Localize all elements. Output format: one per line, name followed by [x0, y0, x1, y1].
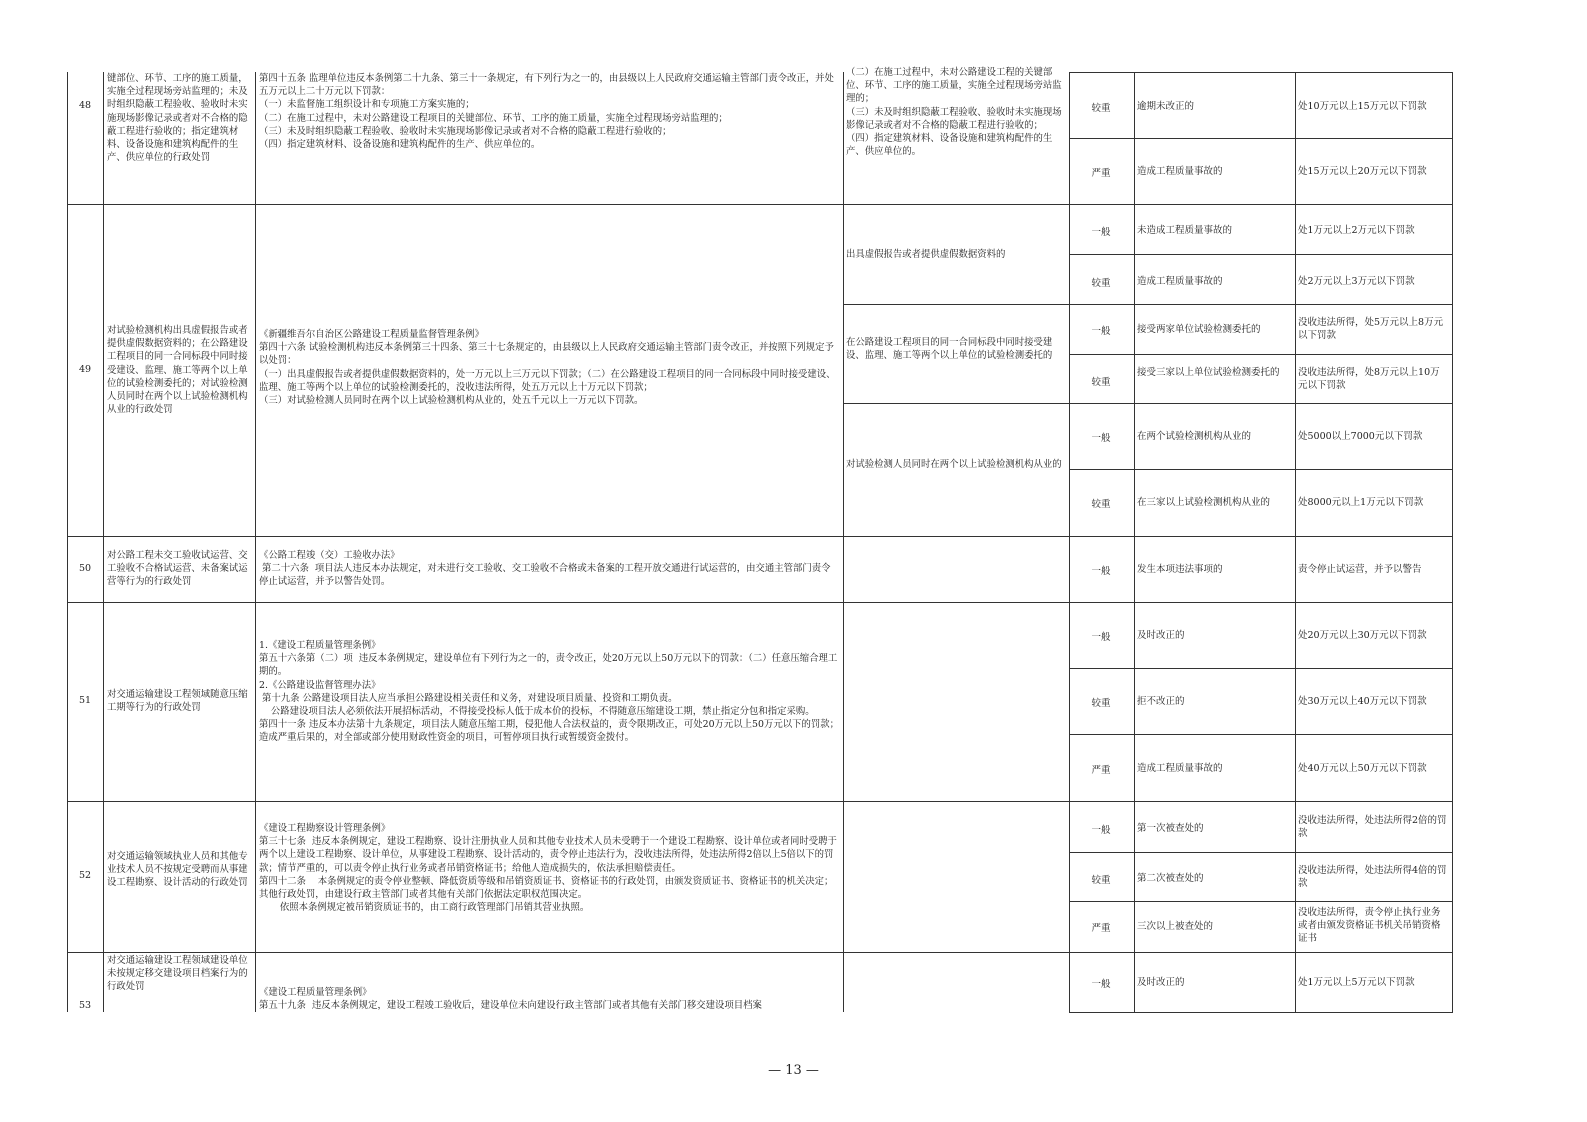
penalty-item: 对交通运输领域执业人员和其他专业技术人员不按规定受聘而从事建设工程勘察、设计活动的行政处罚: [107, 851, 248, 889]
discretion-level: 较重: [1091, 875, 1111, 886]
violation-behavior: 在公路建设工程项目的同一合同标段中同时接受建设、监理、施工等两个以上单位的试验检测委托的: [846, 337, 1053, 362]
col-divider: [1295, 72, 1296, 1012]
violation-condition: 在两个试验检测机构从业的: [1137, 431, 1252, 442]
penalty-standard: 处1万元以上2万元以下罚款: [1298, 225, 1415, 236]
discretion-level: 较重: [1091, 499, 1111, 510]
row-divider: [67, 602, 1453, 603]
discretion-level: 严重: [1091, 923, 1111, 934]
row-number: 51: [78, 695, 92, 706]
penalty-item: 对试验检测机构出具虚假报告或者提供虚假数据资料的；在公路建设工程项目的同一合同标段中同时接受建设、监理、施工等两个以上单位的试验检测委托的；对试验检测人员同时在两个以上试验检测机构从业的行政处罚: [107, 325, 248, 416]
col-divider: [1134, 72, 1135, 1012]
penalty-standard: 没收违法所得，处5万元以上8万元以下罚款: [1298, 317, 1444, 341]
discretion-level: 严重: [1091, 168, 1111, 179]
violation-condition: 接受三家以上单位试验检测委托的: [1137, 367, 1280, 378]
legal-basis: 《建设工程质量管理条例》 第五十九条 违反本条例规定，建设工程竣工验收后，建设单位未向建设行政主管部门或者其他有关部门移交建设项目档案: [259, 987, 762, 1012]
violation-behavior: （二）在施工过程中，未对公路建设工程的关键部位、环节、工序的施工质量，实施全过程现场旁站监理的； （三）未及时组织隐蔽工程验收、验收时未实施现场影像记录或者对不合格的隐蔽工程进行验收的； （四）指定建筑材料、设备设施和建筑构配件的生产、供应单位的。: [846, 67, 1062, 158]
penalty-standard: 处15万元以上20万元以下罚款: [1298, 166, 1427, 177]
discretion-level: 一般: [1091, 566, 1111, 577]
discretion-level: 较重: [1091, 103, 1111, 114]
discretion-level: 严重: [1091, 765, 1111, 776]
violation-condition: 拒不改正的: [1137, 696, 1185, 707]
legal-basis: 《公路工程竣（交）工验收办法》 第二十六条 项目法人违反本办法规定，对未进行交工验收、交工验收不合格或未备案的工程开放交通进行试运营的，由交通主管部门责令停止试运营，并予以警告处罚。: [259, 550, 831, 588]
penalty-standard: 没收违法所得，处违法所得4倍的罚款: [1298, 865, 1447, 889]
violation-condition: 接受两家单位试验检测委托的: [1137, 324, 1261, 335]
violation-behavior: 出具虚假报告或者提供虚假数据资料的: [846, 249, 1006, 260]
penalty-standard: 处2万元以上3万元以下罚款: [1298, 276, 1415, 287]
penalty-standard: 处20万元以上30万元以下罚款: [1298, 630, 1427, 641]
penalty-standard: 没收违法所得，处8万元以上10万元以下罚款: [1298, 367, 1440, 391]
row-divider: [1069, 734, 1453, 735]
col-divider: [843, 72, 844, 1012]
violation-condition: 在三家以上试验检测机构从业的: [1137, 497, 1271, 508]
penalty-table: [67, 67, 1473, 1012]
penalty-item: 对公路工程未交工验收试运营、交工验收不合格试运营、未备案试运营等行为的行政处罚: [107, 550, 248, 588]
row-divider: [1069, 901, 1453, 902]
col-divider: [103, 72, 104, 1012]
legal-basis: 1.《建设工程质量管理条例》 第五十六条第（二）项 违反本条例规定，建设单位有下列行为之一的，责令改正，处20万元以上50万元以下的罚款：（二）任意压缩合理工期的。 2.《公路建设监督管理办法》 第十九条 公路建设项目法人应当承担公路建设相关责任和义务，对建设项目质量、投资和工期负责。 公路建设项目法人必须依法开展招标活动，不得接受投标人低于成本价的投标，不得随意压缩建设工期，禁止指定分包和指定采购。 第四十一条 违反本办法第十九条规定，项目法人随意压缩工期，侵犯他人合法权益的，责令限期改正，可处20万元以上50万元以下的罚款；造成严重后果的，对全部或部分使用财政性资金的项目，可暂停项目执行或暂缓资金拨付。: [259, 640, 839, 744]
row-number: 49: [78, 364, 92, 375]
row-divider: [67, 801, 1453, 802]
violation-condition: 及时改正的: [1137, 977, 1185, 988]
legal-basis: 《建设工程勘察设计管理条例》 第三十七条 违反本条例规定，建设工程勘察、设计注册执业人员和其他专业技术人员未受聘于一个建设工程勘察、设计单位或者同时受聘于两个以上建设工程勘察、设计单位，从事建设工程勘察、设计活动的，责令停止违法行为，没收违法所得，处违法所得2倍以上5倍以下的罚款；情节严重的，可以责令停止执行业务或者吊销资格证书；给他人造成损失的，依法承担赔偿责任。 第四十二条 本条例规定的责令停业整顿、降低资质等级和吊销资质证书、资格证书的行政处罚，由颁发资质证书、资格证书的机关决定；其他行政处罚，由建设行政主管部门或者其他有关部门依据法定职权范围决定。 依照本条例规定被吊销资质证书的，由工商行政管理部门吊销其营业执照。: [259, 823, 837, 914]
legal-basis: 第四十五条 监理单位违反本条例第二十九条、第三十一条规定，有下列行为之一的，由县级以上人民政府交通运输主管部门责令改正，并处五万元以上二十万元以下罚款： （一）未监督施工组织设计和专项施工方案实施的； （二）在施工过程中，未对公路建设工程项目的关键部位、环节、工序的施工质量，实施全过程现场旁站监理的； （三）未及时组织隐蔽工程验收、验收时未实施现场影像记录或者对不合格的隐蔽工程进行验收的； （四）指定建筑材料、设备设施和建筑构配件的生产、供应单位的。: [259, 73, 834, 151]
penalty-standard: 处5000以上7000元以下罚款: [1298, 431, 1423, 442]
penalty-standard: 处30万元以上40万元以下罚款: [1298, 696, 1427, 707]
discretion-level: 一般: [1091, 632, 1111, 643]
penalty-standard: 处8000元以上1万元以下罚款: [1298, 497, 1424, 508]
discretion-level: 较重: [1091, 698, 1111, 709]
violation-condition: 造成工程质量事故的: [1137, 166, 1223, 177]
row-number: 50: [78, 563, 92, 574]
penalty-standard: 处40万元以上50万元以下罚款: [1298, 763, 1427, 774]
legal-basis: 《新疆维吾尔自治区公路建设工程质量监督管理条例》 第四十六条 试验检测机构违反本条例第三十四条、第三十七条规定的，由县级以上人民政府交通运输主管部门责令改正，并按照下列规定予以处罚： （一）出具虚假报告或者提供虚假数据资料的，处一万元以上三万元以下罚款；（二）在公路建设工程项目的同一合同标段中同时接受建设、监理、施工等两个以上单位的试验检测委托的，没收违法所得，处五万元以上十万元以下罚款； （三）对试验检测人员同时在两个以上试验检测机构从业的，处五千元以上一万元以下罚款。: [259, 329, 836, 407]
row-divider: [1069, 1012, 1453, 1013]
col-divider: [255, 72, 256, 1012]
row-divider: [1069, 852, 1453, 853]
row-number: 48: [78, 100, 92, 111]
discretion-level: 一般: [1091, 433, 1111, 444]
page-number: — 13 —: [768, 1063, 819, 1078]
row-divider: [67, 204, 1453, 205]
row-divider: [1069, 668, 1453, 669]
penalty-item: 对交通运输建设工程领域随意压缩工期等行为的行政处罚: [107, 689, 248, 714]
violation-condition: 第一次被查处的: [1137, 823, 1204, 834]
row-divider: [843, 403, 1453, 404]
col-divider: [1452, 72, 1453, 1012]
violation-condition: 造成工程质量事故的: [1137, 276, 1223, 287]
penalty-standard: 没收违法所得，责令停止执行业务或者由颁发资格证书机关吊销资格证书: [1298, 907, 1441, 944]
penalty-item: 键部位、环节、工序的施工质量，实施全过程现场旁站监理的；未及时组织隐蔽工程验收、验收时未实施现场影像记录或者对不合格的隐蔽工程进行验收的；指定建筑材料、设备设施和建筑构配件的生产、供应单位的行政处罚: [107, 73, 248, 164]
penalty-standard: 没收违法所得，处违法所得2倍的罚款: [1298, 815, 1447, 839]
penalty-standard: 责令停止试运营，并予以警告: [1298, 564, 1422, 575]
discretion-level: 一般: [1091, 227, 1111, 238]
violation-condition: 未造成工程质量事故的: [1137, 225, 1233, 236]
row-divider: [1069, 354, 1453, 355]
row-divider: [1069, 469, 1453, 470]
penalty-item: 对交通运输建设工程领域建设单位未按规定移交建设项目档案行为的行政处罚: [107, 955, 248, 993]
row-number: 53: [78, 1000, 92, 1011]
violation-condition: 逾期未改正的: [1137, 101, 1195, 112]
row-divider: [67, 952, 1453, 953]
violation-condition: 及时改正的: [1137, 630, 1185, 641]
discretion-level: 较重: [1091, 377, 1111, 388]
row-number: 52: [78, 870, 92, 881]
penalty-standard: 处1万元以上5万元以下罚款: [1298, 977, 1415, 988]
discretion-level: 一般: [1091, 825, 1111, 836]
violation-behavior: 对试验检测人员同时在两个以上试验检测机构从业的: [846, 459, 1062, 470]
violation-condition: 发生本项违法事项的: [1137, 564, 1223, 575]
penalty-standard: 处10万元以上15万元以下罚款: [1298, 101, 1427, 112]
discretion-level: 一般: [1091, 979, 1111, 990]
discretion-level: 一般: [1091, 326, 1111, 337]
col-divider: [1069, 72, 1070, 1012]
discretion-level: 较重: [1091, 278, 1111, 289]
violation-condition: 第二次被查处的: [1137, 873, 1204, 884]
row-divider: [1069, 254, 1453, 255]
violation-condition: 造成工程质量事故的: [1137, 763, 1223, 774]
row-divider: [1069, 138, 1453, 139]
violation-condition: 三次以上被查处的: [1137, 921, 1214, 932]
row-divider: [1069, 72, 1453, 73]
row-divider: [843, 304, 1453, 305]
row-divider: [67, 536, 1453, 537]
